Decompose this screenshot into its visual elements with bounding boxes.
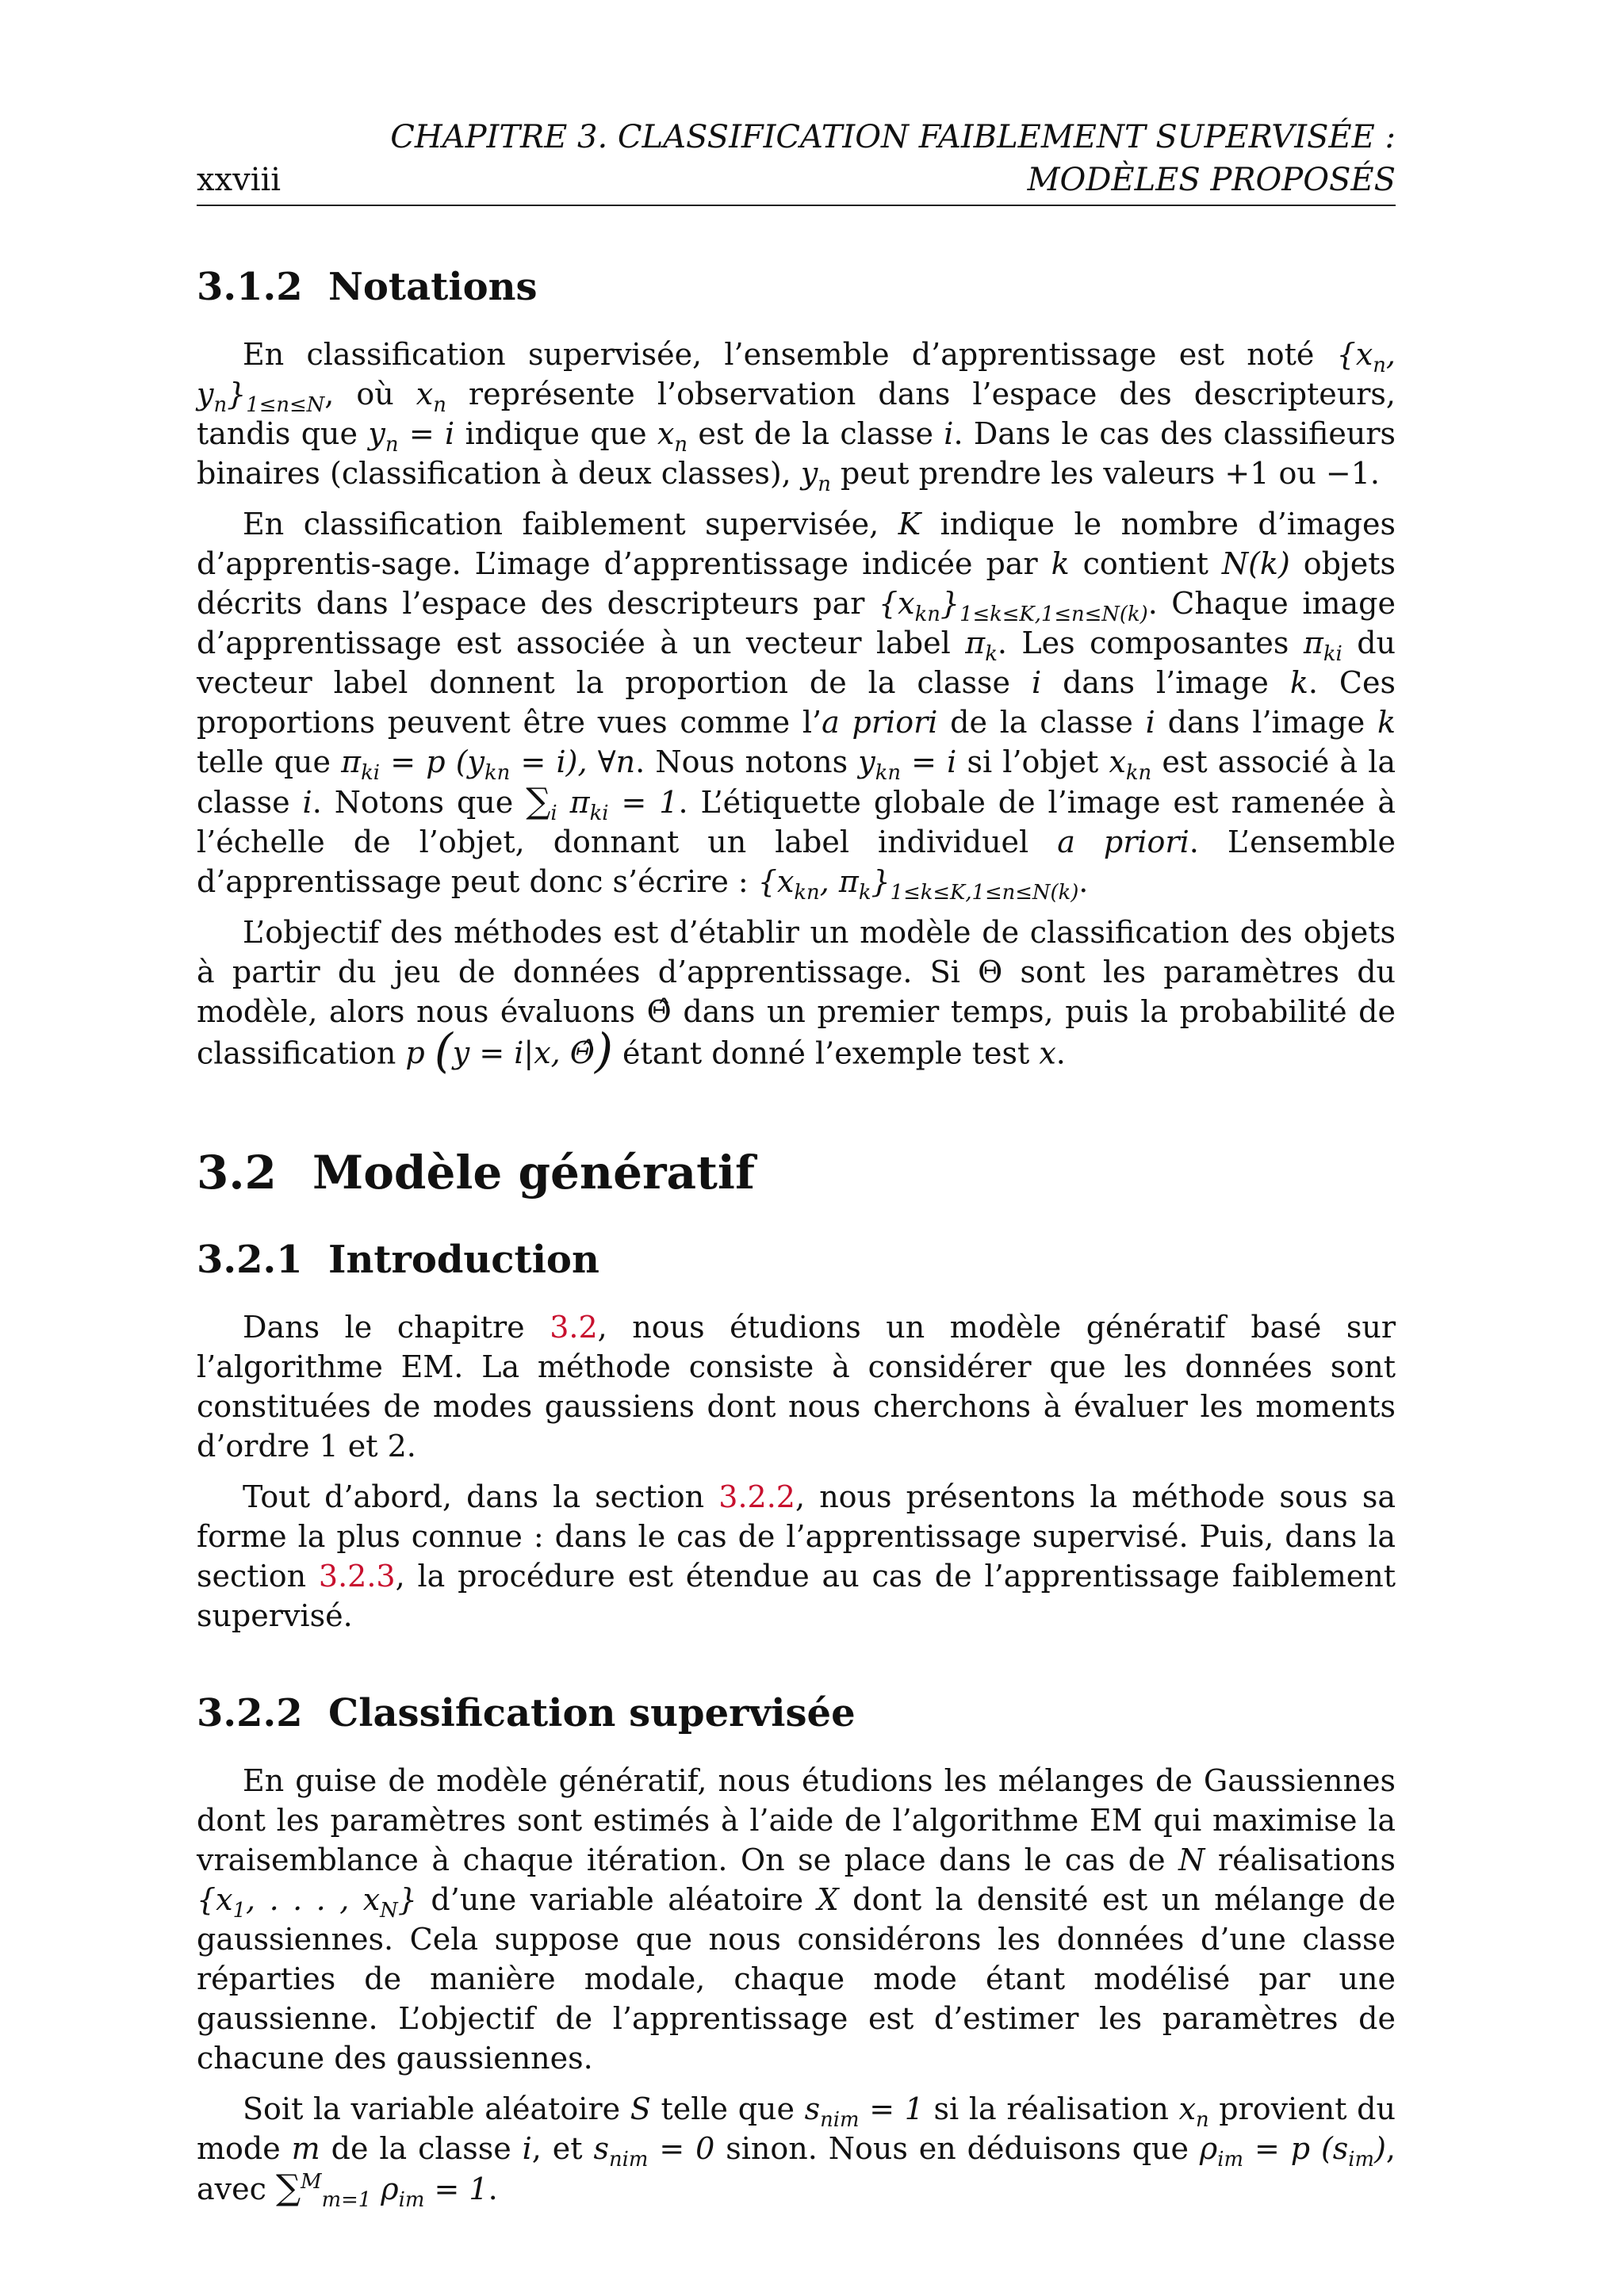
- text: réalisations: [1205, 1843, 1396, 1878]
- math-Nk: N(k): [1221, 546, 1290, 581]
- subsection-heading-3-2-2: [197, 1688, 1396, 1739]
- text: . L’étiquette globale de l’image est ramenée à l’échelle de l’objet, donnant un label individuel: [197, 785, 1396, 859]
- text: , nous présentons la méthode sous sa forme la plus connue : dans le cas de l’apprentissage supervisé. Puis, dans la section: [197, 1479, 1396, 1594]
- math-xn: $x_n$: [657, 416, 688, 457]
- math-set-xkn: $\{x_{kn}\}_{1\le k\le K,1\le n\le N(k)}$: [878, 586, 1148, 627]
- subsection-title: Introduction: [328, 1238, 599, 1283]
- text: . Nous notons: [635, 744, 859, 779]
- math-k: k: [1289, 665, 1308, 700]
- text: de la classe: [937, 705, 1146, 740]
- text: .: [488, 2172, 498, 2207]
- paragraph-notations-2: [197, 504, 1396, 905]
- text: . Les composantes: [997, 626, 1304, 660]
- paragraph-introduction-2: [197, 1477, 1396, 1636]
- text: .: [1078, 864, 1089, 899]
- subsection-number: 3.1.2: [197, 265, 303, 309]
- math-equation-piki: $\pi_{ki} = p$ $(y_{kn} = i)$, ∀n: [341, 744, 636, 786]
- text: indique le nombre d’images d’apprentis-sage. L’image d’apprentissage indicée par: [197, 507, 1396, 581]
- math-K: K: [898, 507, 921, 541]
- text: Dans le chapitre: [243, 1310, 550, 1345]
- text: représente l’observation dans l’espace des descripteurs, tandis que: [197, 377, 1396, 451]
- subsection-heading-3-1-2: [197, 262, 1396, 312]
- text: En classification faiblement supervisée,: [243, 507, 898, 541]
- math-N: N: [1178, 1843, 1205, 1878]
- text: Tout d’abord, dans la section: [243, 1479, 719, 1515]
- text: dans l’image: [1041, 665, 1290, 700]
- section-title: Modèle génératif: [312, 1146, 755, 1200]
- text: , nous étudions un modèle génératif basé sur l’algorithme EM. La méthode consiste à considérer que les données sont constituées de modes gaussiens dont nous cherchons à évaluer les moments d’ordre 1 et 2.: [197, 1310, 1396, 1464]
- text: telle que: [650, 2091, 805, 2127]
- subsection-number: 3.2.2: [197, 1691, 303, 1736]
- math-snim-1: $s_{nim} = 1$: [804, 2091, 924, 2133]
- text: est de la classe: [688, 416, 944, 451]
- math-x: x: [1039, 1035, 1056, 1071]
- subsection-number: 3.2.1: [197, 1238, 303, 1283]
- math-piki: $\pi_{ki}$: [1303, 626, 1342, 667]
- emphasis-a-priori: a priori: [822, 705, 938, 740]
- text: , et: [531, 2131, 594, 2167]
- text: objets décrits dans l’espace des descripteurs par: [197, 546, 1396, 621]
- text: peut prendre les valeurs +1 ou −1.: [830, 456, 1380, 491]
- text: indique que: [454, 416, 657, 451]
- text: dont la densité est un mélange de gaussiennes. Cela suppose que nous considérons les données d’une classe réparties de manière modale, chaque mode étant modélisé par une gaussienne. L’objectif de l’apprentissage est d’estimer les paramètres de chacune des gaussiennes.: [197, 1882, 1396, 2076]
- math-i: i: [522, 2131, 532, 2167]
- math-theta-hat: Θ̂: [646, 994, 672, 1029]
- text: , la procédure est étendue au cas de l’apprentissage faiblement supervisé.: [197, 1559, 1396, 1634]
- text: , où: [324, 377, 416, 411]
- subsection-title: Classification supervisée: [328, 1691, 856, 1736]
- text: . Ces proportions peuvent être vues comme l’: [197, 665, 1396, 740]
- math-set: {$x_n$, $y_n\}_{1\le n\le N}$: [197, 337, 1396, 418]
- subsection-heading-3-2-1: [197, 1234, 1396, 1285]
- text: .: [1055, 1035, 1066, 1071]
- text: L’objectif des méthodes est d’établir un modèle de classification des objets à partir du jeu de données d’apprentissage. Si Θ sont les paramètres du modèle, alors nous évaluons: [197, 915, 1396, 1029]
- math-training-set: {$x_{kn}$, $\pi_k\}_{1\le k\le K,1\le n\le N(k)}$: [757, 864, 1079, 905]
- paragraph-supervised-2: [197, 2089, 1396, 2213]
- chapter-title-line1: CHAPITRE 3. CLASSIFICATION FAIBLEMENT SUPERVISÉE :: [390, 119, 1396, 155]
- text: . L’ensemble d’apprentissage peut donc s’écrire :: [197, 825, 1396, 899]
- math-k: k: [1051, 546, 1070, 581]
- math-sum-piki: $\sum_i$ $\pi_{ki} = 1$: [526, 781, 679, 826]
- text: si l’objet: [956, 744, 1109, 779]
- section-heading-3-2: [197, 1142, 1396, 1203]
- math-S: S: [630, 2091, 651, 2127]
- math-i: i: [1145, 705, 1155, 740]
- math-yn: $y_n$: [800, 456, 831, 497]
- text: , avec: [197, 2131, 1396, 2207]
- paragraph-notations-1: [197, 335, 1396, 497]
- text: provient du mode: [197, 2091, 1396, 2167]
- text: dans un premier temps, puis la probabilité de classification: [197, 994, 1396, 1071]
- math-X: X: [817, 1882, 839, 1918]
- subsection-title: Notations: [328, 265, 538, 309]
- math-sum-rho: ∑$^M_{m=1}$ $\rho_{im} = 1$: [275, 2168, 488, 2213]
- text: Soit la variable aléatoire: [243, 2091, 630, 2127]
- page-body: [197, 262, 1396, 2220]
- text: d’une variable aléatoire: [416, 1882, 818, 1918]
- math-xn: $x_n$: [1178, 2091, 1209, 2133]
- math-xn: $x_n$: [416, 377, 446, 418]
- math-snim-0: $s_{nim} = 0$: [593, 2131, 715, 2172]
- math-probability: p (y = i|x, Θ̂): [405, 1024, 613, 1078]
- section-number: 3.2: [197, 1146, 277, 1200]
- math-ykn: $y_{kn} = i$: [858, 744, 957, 786]
- text: étant donné l’exemple test: [612, 1035, 1040, 1071]
- text: est associé à la classe: [197, 744, 1396, 820]
- math-i: i: [1031, 665, 1042, 700]
- text: de la classe: [320, 2131, 523, 2167]
- text: . Chaque image d’apprentissage est associée à un vecteur label: [197, 586, 1396, 660]
- math-yn: $y_n = i$: [368, 416, 455, 457]
- running-header: [197, 116, 1396, 206]
- text: contient: [1069, 546, 1222, 581]
- page-number: xxviii: [197, 162, 282, 198]
- text: . Notons que: [312, 785, 527, 820]
- math-i: i: [944, 416, 954, 451]
- math-pik: $\pi_k$: [965, 626, 998, 667]
- math-rho-im: $\rho_{im} = p$ $(s_{im})$: [1199, 2131, 1386, 2172]
- cross-reference-link[interactable]: 3.2: [550, 1310, 598, 1345]
- text: En classification supervisée, l’ensemble d’apprentissage est noté: [243, 337, 1337, 372]
- text: . Dans le cas des classifieurs binaires (classification à deux classes),: [197, 416, 1396, 491]
- emphasis-a-priori: a priori: [1057, 825, 1189, 859]
- text: En guise de modèle génératif, nous étudions les mélanges de Gaussiennes dont les paramètres sont estimés à l’aide de l’algorithme EM qui maximise la vraisemblance à chaque itération. On se place dans le cas de: [197, 1763, 1396, 1878]
- math-i: i: [302, 785, 312, 820]
- text: sinon. Nous en déduisons que: [714, 2131, 1200, 2167]
- cross-reference-link[interactable]: 3.2.3: [318, 1559, 396, 1594]
- math-set-x1-xN: {$x_1$, . . . , $x_N$}: [197, 1882, 417, 1923]
- chapter-title-line2: MODÈLES PROPOSÉS: [1027, 162, 1396, 198]
- math-xkn: $x_{kn}$: [1109, 744, 1152, 786]
- cross-reference-link[interactable]: 3.2.2: [718, 1479, 795, 1515]
- text: si la réalisation: [923, 2091, 1179, 2127]
- paragraph-supervised-1: [197, 1761, 1396, 2078]
- paragraph-introduction-1: [197, 1307, 1396, 1466]
- text: telle que: [197, 744, 342, 779]
- text: du vecteur label donnent la proportion de la classe: [197, 626, 1396, 700]
- text: dans l’image: [1155, 705, 1377, 740]
- math-k: k: [1377, 705, 1396, 740]
- paragraph-notations-3: [197, 913, 1396, 1078]
- math-m: m: [291, 2131, 320, 2167]
- running-header-line2: [197, 159, 1396, 201]
